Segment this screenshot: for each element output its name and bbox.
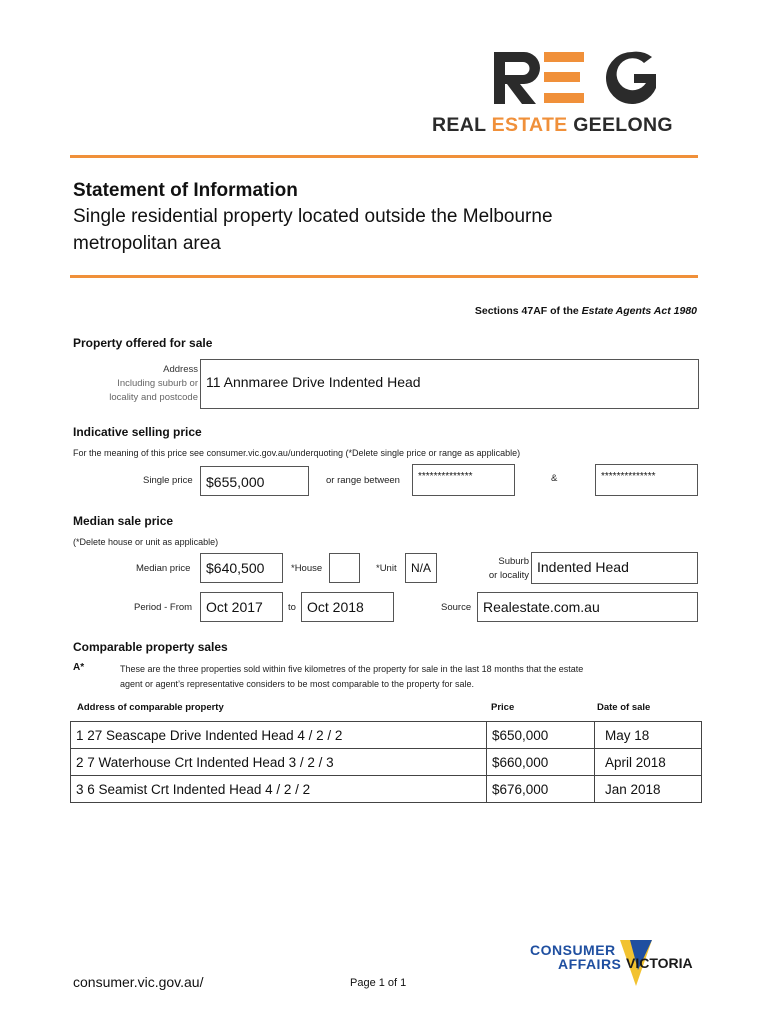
comparable-table — [70, 721, 702, 803]
table-row — [71, 722, 702, 749]
suburb-label-line1: Suburb — [498, 556, 529, 567]
source-field[interactable]: Realestate.com.au — [477, 592, 698, 622]
suburb-label — [489, 555, 529, 583]
median-note: (*Delete house or unit as applicable) — [73, 537, 219, 547]
comparable-price-cell[interactable]: $650,000 — [487, 722, 595, 749]
reg-logo-mark — [432, 46, 697, 106]
comparable-date-cell[interactable]: Jan 2018 — [595, 776, 702, 803]
indicative-note: For the meaning of this price see consumer.vic.gov.au/underquoting (*Delete single price or range as applicable) — [73, 448, 521, 458]
table-row — [71, 776, 702, 803]
tagline-estate: ESTATE — [491, 114, 568, 136]
median-price-label: Median price — [136, 563, 191, 574]
median-heading: Median sale price — [73, 514, 174, 528]
col-header-date: Date of sale — [597, 702, 651, 713]
address-label-line3: locality and postcode — [109, 392, 198, 403]
comparable-note-line2: agent or agent’s representative considers to be most comparable to the property for sale. — [120, 679, 475, 689]
reg-tagline — [432, 114, 673, 137]
comparable-address-cell[interactable]: 1 27 Seascape Drive Indented Head 4 / 2 / 2 — [71, 722, 487, 749]
unit-field[interactable]: N/A — [405, 553, 437, 583]
act-reference — [475, 305, 697, 317]
tagline-geelong: GEELONG — [567, 114, 673, 136]
cav-logo — [528, 940, 703, 990]
period-to-field[interactable]: Oct 2018 — [301, 592, 394, 622]
comparable-address-cell[interactable]: 3 6 Seamist Crt Indented Head 4 / 2 / 2 — [71, 776, 487, 803]
range-ampersand: & — [551, 473, 558, 484]
header-rule — [70, 155, 698, 158]
comparable-a-label: A* — [73, 662, 85, 673]
footer-page-number: Page 1 of 1 — [350, 977, 407, 989]
comparable-price-cell[interactable]: $660,000 — [487, 749, 595, 776]
suburb-field[interactable]: Indented Head — [531, 552, 698, 584]
range-high-field[interactable]: ************** — [595, 464, 698, 496]
address-label — [109, 363, 198, 405]
comparable-price-cell[interactable]: $676,000 — [487, 776, 595, 803]
address-label-line2: Including suburb or — [117, 378, 198, 389]
page-subtitle-line1: Single residential property located outside the Melbourne — [73, 206, 553, 227]
period-to-label: to — [288, 602, 296, 613]
act-name: Estate Agents Act 1980 — [581, 305, 697, 317]
house-field[interactable] — [329, 553, 360, 583]
house-label: *House — [291, 563, 323, 574]
cav-victoria: VICTORIA — [626, 955, 693, 971]
range-label: or range between — [326, 475, 400, 486]
source-label: Source — [441, 602, 472, 613]
single-price-label: Single price — [143, 475, 193, 486]
comparable-note-line1: These are the three properties sold within five kilometres of the property for sale in the last 18 months that the estate — [120, 664, 584, 674]
period-from-field[interactable]: Oct 2017 — [200, 592, 283, 622]
cav-affairs: AFFAIRS — [558, 956, 622, 972]
col-header-price: Price — [491, 702, 515, 713]
median-price-field[interactable]: $640,500 — [200, 553, 283, 583]
page-subtitle-line2: metropolitan area — [73, 233, 221, 254]
cav-consumer: CONSUMER — [530, 942, 616, 958]
comparable-date-cell[interactable]: May 18 — [595, 722, 702, 749]
col-header-address: Address of comparable property — [77, 702, 224, 713]
address-label-line1: Address — [163, 364, 198, 375]
page-title: Statement of Information — [73, 180, 298, 201]
single-price-field[interactable]: $655,000 — [200, 466, 309, 496]
comparable-heading: Comparable property sales — [73, 640, 228, 654]
property-heading: Property offered for sale — [73, 336, 213, 350]
title-rule — [70, 275, 698, 278]
comparable-note — [120, 662, 700, 692]
act-prefix: Sections 47AF of the — [474, 305, 582, 317]
comparable-address-cell[interactable]: 2 7 Waterhouse Crt Indented Head 3 / 2 / 3 — [71, 749, 487, 776]
unit-label: *Unit — [376, 563, 397, 574]
reg-logo — [432, 46, 697, 138]
footer-url[interactable]: consumer.vic.gov.au/ — [73, 974, 204, 990]
indicative-heading: Indicative selling price — [73, 425, 202, 439]
comparable-date-cell[interactable]: April 2018 — [595, 749, 702, 776]
tagline-real: REAL — [432, 114, 492, 136]
address-field[interactable]: 11 Annmaree Drive Indented Head — [200, 359, 699, 409]
period-label: Period - From — [134, 602, 193, 613]
suburb-label-line2: or locality — [488, 570, 529, 581]
table-row — [71, 749, 702, 776]
range-low-field[interactable]: ************** — [412, 464, 515, 496]
